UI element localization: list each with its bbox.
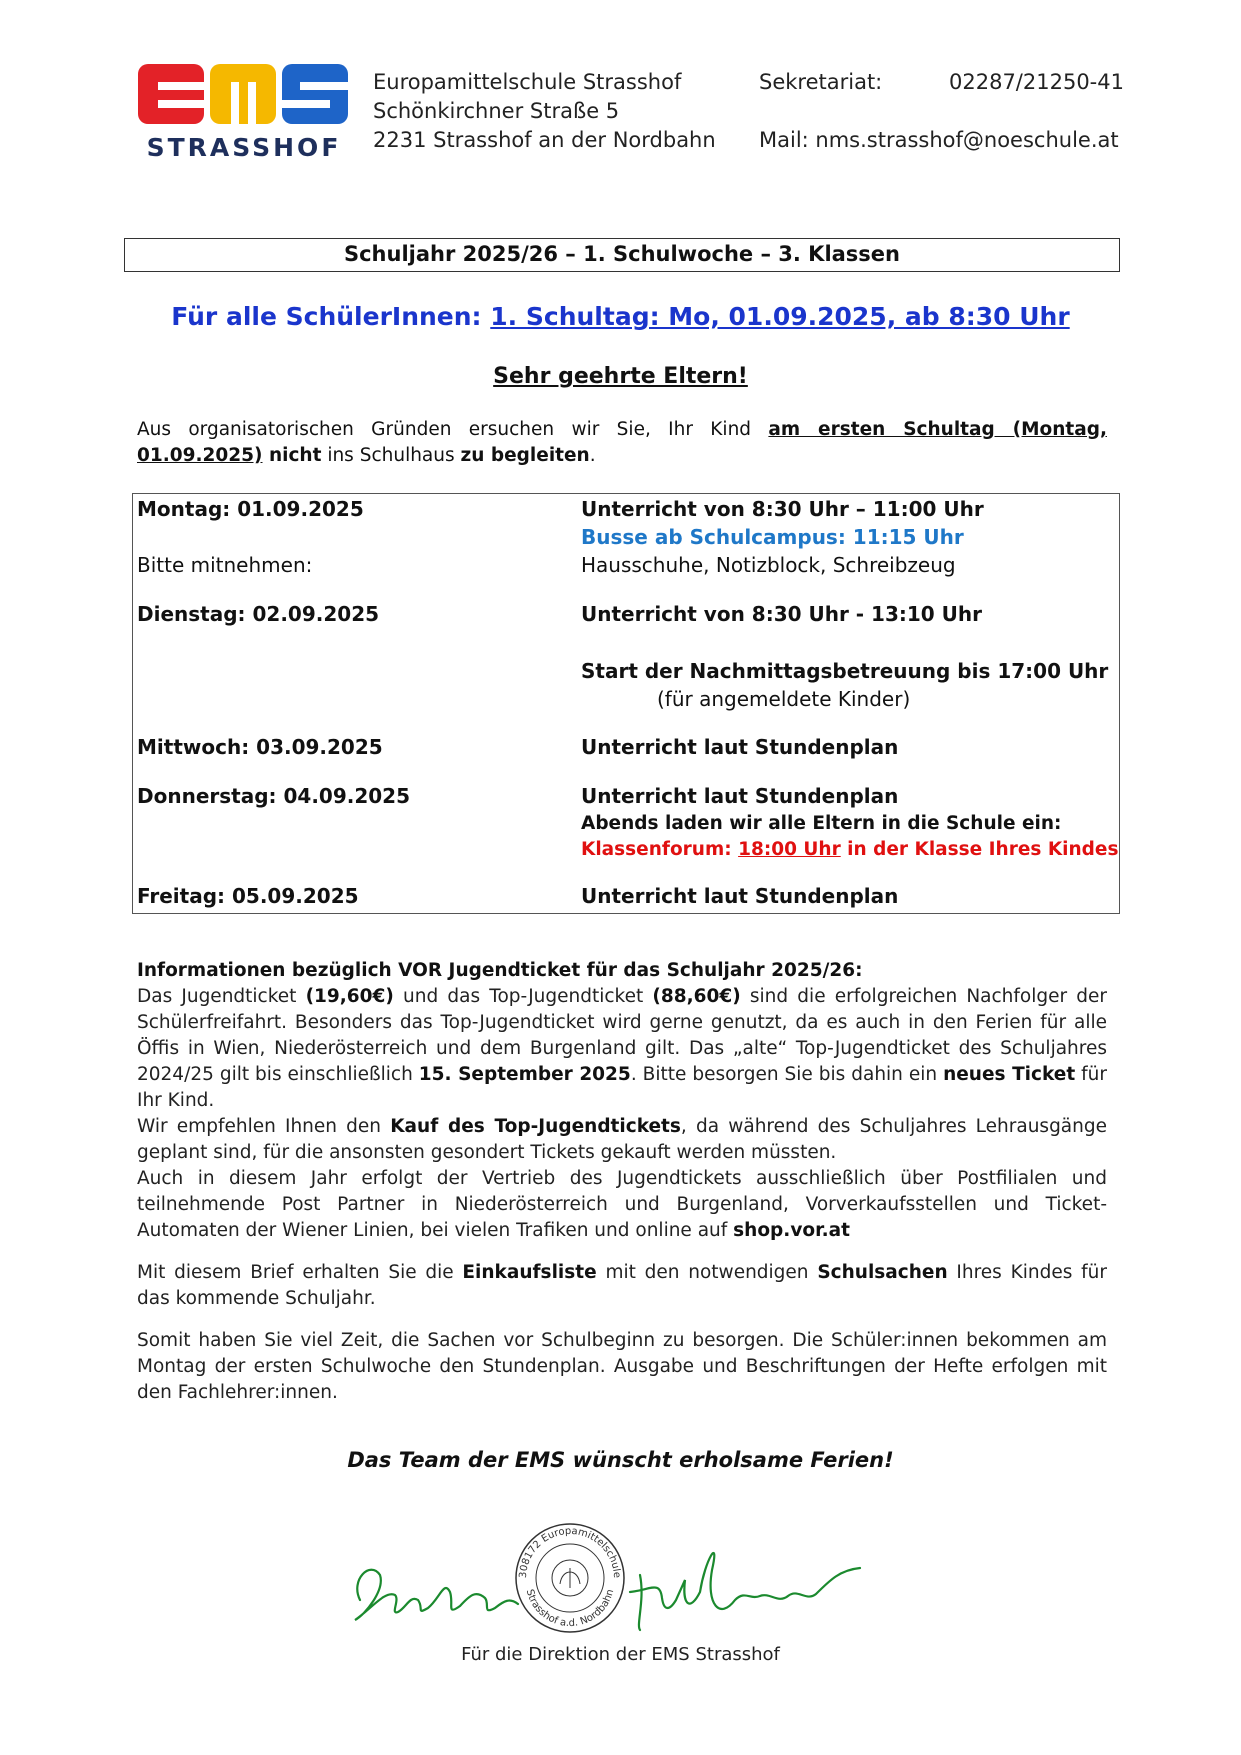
- shop-link: shop.vor.at: [733, 1220, 850, 1241]
- monday-label: Montag: 01.09.2025: [137, 497, 364, 521]
- direktion-line: Für die Direktion der EMS Strasshof: [461, 1644, 780, 1665]
- monday-lessons: Unterricht von 8:30 Uhr – 11:00 Uhr: [581, 497, 984, 521]
- intro-accompany: zu begleiten: [460, 445, 590, 466]
- school-name: Europamittelschule Strasshof: [373, 70, 682, 94]
- thursday-lessons: Unterricht laut Stundenplan: [581, 784, 899, 808]
- signature-left: [355, 1570, 518, 1620]
- ticket-recommendation: Kauf des Top-Jugendtickets: [390, 1116, 681, 1137]
- monday-bus: Busse ab Schulcampus: 11:15 Uhr: [581, 525, 964, 549]
- ticket-p1-g: . Bitte besorgen Sie bis dahin ein: [630, 1064, 944, 1085]
- bring-label: Bitte mitnehmen:: [137, 553, 313, 577]
- afternoon-care-note: (für angemeldete Kinder): [657, 687, 911, 711]
- ticket-p1-e: sind die erfolgreichen Nachfolger der Schülerfreifahrt. Besonders das Top-Jugendticket wird gerne genutzt, da es auch in den Ferien für alle Öffis in Wien, Niederösterreich und dem Burgenland gilt. Das „alte“ Top-Jugendticket des Schuljahres 2024/25 gilt bis einschließlich: [137, 986, 1107, 1085]
- stamp-top-text: 308172 Europamittelschule: [517, 1525, 623, 1579]
- friday-lessons: Unterricht laut Stundenplan: [581, 884, 899, 908]
- ticket-info: [137, 958, 1107, 1422]
- intro-paragraph: [137, 417, 1107, 469]
- ticket-price-top: (88,60€): [652, 986, 741, 1007]
- ems-logo: [138, 64, 350, 164]
- greeting: Sehr geehrte Eltern!: [493, 364, 748, 389]
- first-day-date: 1. Schultag: Mo, 01.09.2025, ab 8:30 Uhr: [490, 302, 1070, 331]
- ticket-p1-c: und das Top-Jugendticket: [393, 986, 653, 1007]
- list-p-c: mit den notwendigen: [596, 1262, 818, 1283]
- time-paragraph: Somit haben Sie viel Zeit, die Sachen vor Schulbeginn zu besorgen. Die Schüler:innen bekommen am Montag der ersten Schulwoche den Stundenplan. Ausgabe und Beschriftungen der Hefte erfolgen mit den Fachlehrer:innen.: [137, 1330, 1107, 1403]
- thursday-invite: Abends laden wir alle Eltern in die Schule ein:: [581, 813, 1062, 834]
- ticket-new: neues Ticket: [943, 1064, 1076, 1085]
- intro-first-day: am ersten Schultag (Montag, 01.09.2025): [137, 419, 1107, 466]
- phone-number: 02287/21250-41: [949, 70, 1124, 94]
- first-day-notice: [0, 302, 1241, 331]
- class-forum: [581, 836, 1118, 864]
- intro-not: nicht: [262, 445, 322, 466]
- stamp-bottom-text: Strasshof a.d. Nordbahn: [523, 1588, 617, 1630]
- ticket-p1-i: für Ihr Kind.: [137, 1064, 1108, 1111]
- ticket-p2-a: Wir empfehlen Ihnen den: [137, 1116, 391, 1137]
- wednesday-lessons: Unterricht laut Stundenplan: [581, 735, 899, 759]
- friday-label: Freitag: 05.09.2025: [137, 884, 359, 908]
- school-address: [373, 68, 716, 155]
- intro-text-2: ins Schulhaus: [321, 445, 461, 466]
- svg-text:Strasshof a.d. Nordbahn: [524, 1588, 616, 1629]
- first-day-prefix: Für alle SchülerInnen:: [171, 302, 482, 331]
- mail-address: Mail: nms.strasshof@noeschule.at: [759, 128, 1119, 152]
- intro-text-3: .: [589, 445, 596, 466]
- secretariat-label: Sekretariat:: [759, 70, 883, 94]
- thursday-label: Donnerstag: 04.09.2025: [137, 784, 411, 808]
- school-city: 2231 Strasshof an der Nordbahn: [373, 128, 716, 152]
- school-stamp: [516, 1524, 624, 1632]
- tuesday-label: Dienstag: 02.09.2025: [137, 602, 380, 626]
- school-supplies: Schulsachen: [817, 1262, 948, 1283]
- intro-text-1: Aus organisatorischen Gründen ersuchen wir Sie, Ihr Kind: [137, 419, 769, 440]
- ticket-p3-a: Auch in diesem Jahr erfolgt der Vertrieb des Jugendtickets ausschließlich über Postfilialen und teilnehmende Post Partner in Niederösterreich und Burgenland, Vorverkaufsstellen und Ticket-Automaten der Wiener Linien, bei vielen Trafiken und online auf: [137, 1168, 1107, 1241]
- ticket-price-youth: (19,60€): [305, 986, 394, 1007]
- signature-right: [630, 1553, 860, 1630]
- wednesday-label: Mittwoch: 03.09.2025: [137, 735, 383, 759]
- school-street: Schönkirchner Straße 5: [373, 99, 620, 123]
- list-p-e: Ihres Kindes für das kommende Schuljahr.: [137, 1262, 1107, 1309]
- shopping-list: Einkaufsliste: [462, 1262, 597, 1283]
- tuesday-lessons: Unterricht von 8:30 Uhr - 13:10 Uhr: [581, 602, 983, 626]
- class-forum-time: 18:00 Uhr: [738, 839, 841, 860]
- ticket-heading: Informationen bezüglich VOR Jugendticket für das Schuljahr 2025/26:: [137, 960, 863, 981]
- logo-subtext: STRASSHOF: [146, 133, 342, 162]
- afternoon-care: Start der Nachmittagsbetreuung bis 17:00 Uhr: [581, 659, 1109, 683]
- ticket-p2-c: , da während des Schuljahres Lehrausgänge geplant sind, für die ansonsten gesondert Tickets gekauft werden müssten.: [137, 1116, 1107, 1163]
- signatures: [340, 1520, 900, 1645]
- ticket-valid-until: 15. September 2025: [418, 1064, 631, 1085]
- ticket-p1-a: Das Jugendticket: [137, 986, 306, 1007]
- class-forum-place: in der Klasse Ihres Kindes: [840, 839, 1119, 860]
- class-forum-label: Klassenforum:: [581, 839, 739, 860]
- document-title: Schuljahr 2025/26 – 1. Schulwoche – 3. Klassen: [124, 238, 1120, 272]
- list-p-a: Mit diesem Brief erhalten Sie die: [137, 1262, 463, 1283]
- closing-line: Das Team der EMS wünscht erholsame Ferien!: [347, 1448, 894, 1472]
- contact-block: [759, 68, 1124, 155]
- bring-items: Hausschuhe, Notizblock, Schreibzeug: [581, 553, 956, 577]
